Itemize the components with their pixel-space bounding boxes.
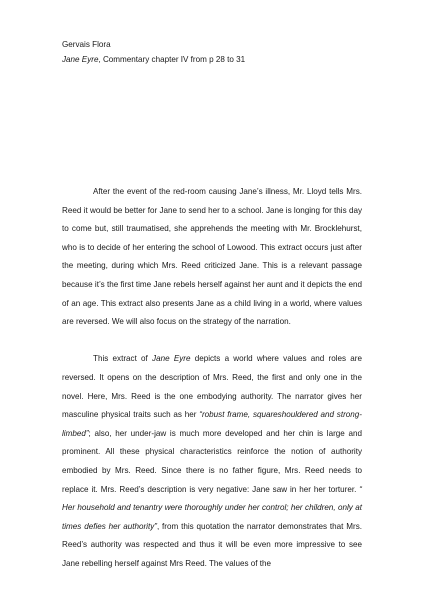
paragraph-analysis-segment: This extract of: [93, 354, 153, 364]
subtitle-rest: , Commentary chapter IV from p 28 to 31: [98, 55, 246, 64]
paragraph-introduction: After the event of the red-room causing Jane’s illness, Mr. Lloyd tells Mrs. Reed it would be better for Jane to send her to a school. Jane is longing for this day to come but, still traumatised, she apprehends the meeting with Mr. Brocklehurst, who is to decide of her entering the school of Lowood. This extract occurs just after the meeting, during which Mrs. Reed criticized Jane. This is a relevant passage because it’s the first time Jane rebels herself against her aunt and it depicts the end of an age. This extract also presents Jane as a child living in a world, where values are reversed. We will also focus on the strategy of the narration.: [62, 187, 362, 327]
book-title-inline: Jane Eyre: [152, 354, 191, 364]
document-body: [62, 183, 362, 573]
paragraph-analysis-segment: , from this quotation the narrator demonstrates that Mrs. Reed’s authority was respected and thus it will be even more impressive to see Jane rebelling herself against Mrs Reed. The values of the: [62, 521, 363, 568]
book-title: Jane Eyre: [62, 55, 99, 64]
author-name: Gervais Flora: [62, 40, 111, 49]
quotation-physical-traits: “robust frame, squareshouldered and strong-limbed”: [62, 410, 362, 438]
document-header: [62, 37, 372, 67]
paragraph-analysis-segment: depicts a world where values and roles are reversed. It opens on the description of Mrs. Reed, the first and only one in the novel. Here, Mrs. Reed is the one embodying authority. The narrator gives her masculine physical traits such as her: [62, 354, 362, 420]
paragraph-analysis: [62, 350, 362, 573]
document-subtitle: [62, 52, 372, 67]
paragraph-analysis-segment: ; also, her under-jaw is much more developed and her chin is large and prominent. All these physical characteristics reinforce the notion of authority embodied by Mrs. Reed. Since there is no father figure, Mrs. Reed needs to replace it. Mrs. Reed’s description is very negative: Jane saw in her her torturer.: [62, 428, 362, 494]
quotation-household: “ Her household and tenantry were thoroughly under her control; her children, only at times defies her authority”: [62, 484, 362, 531]
